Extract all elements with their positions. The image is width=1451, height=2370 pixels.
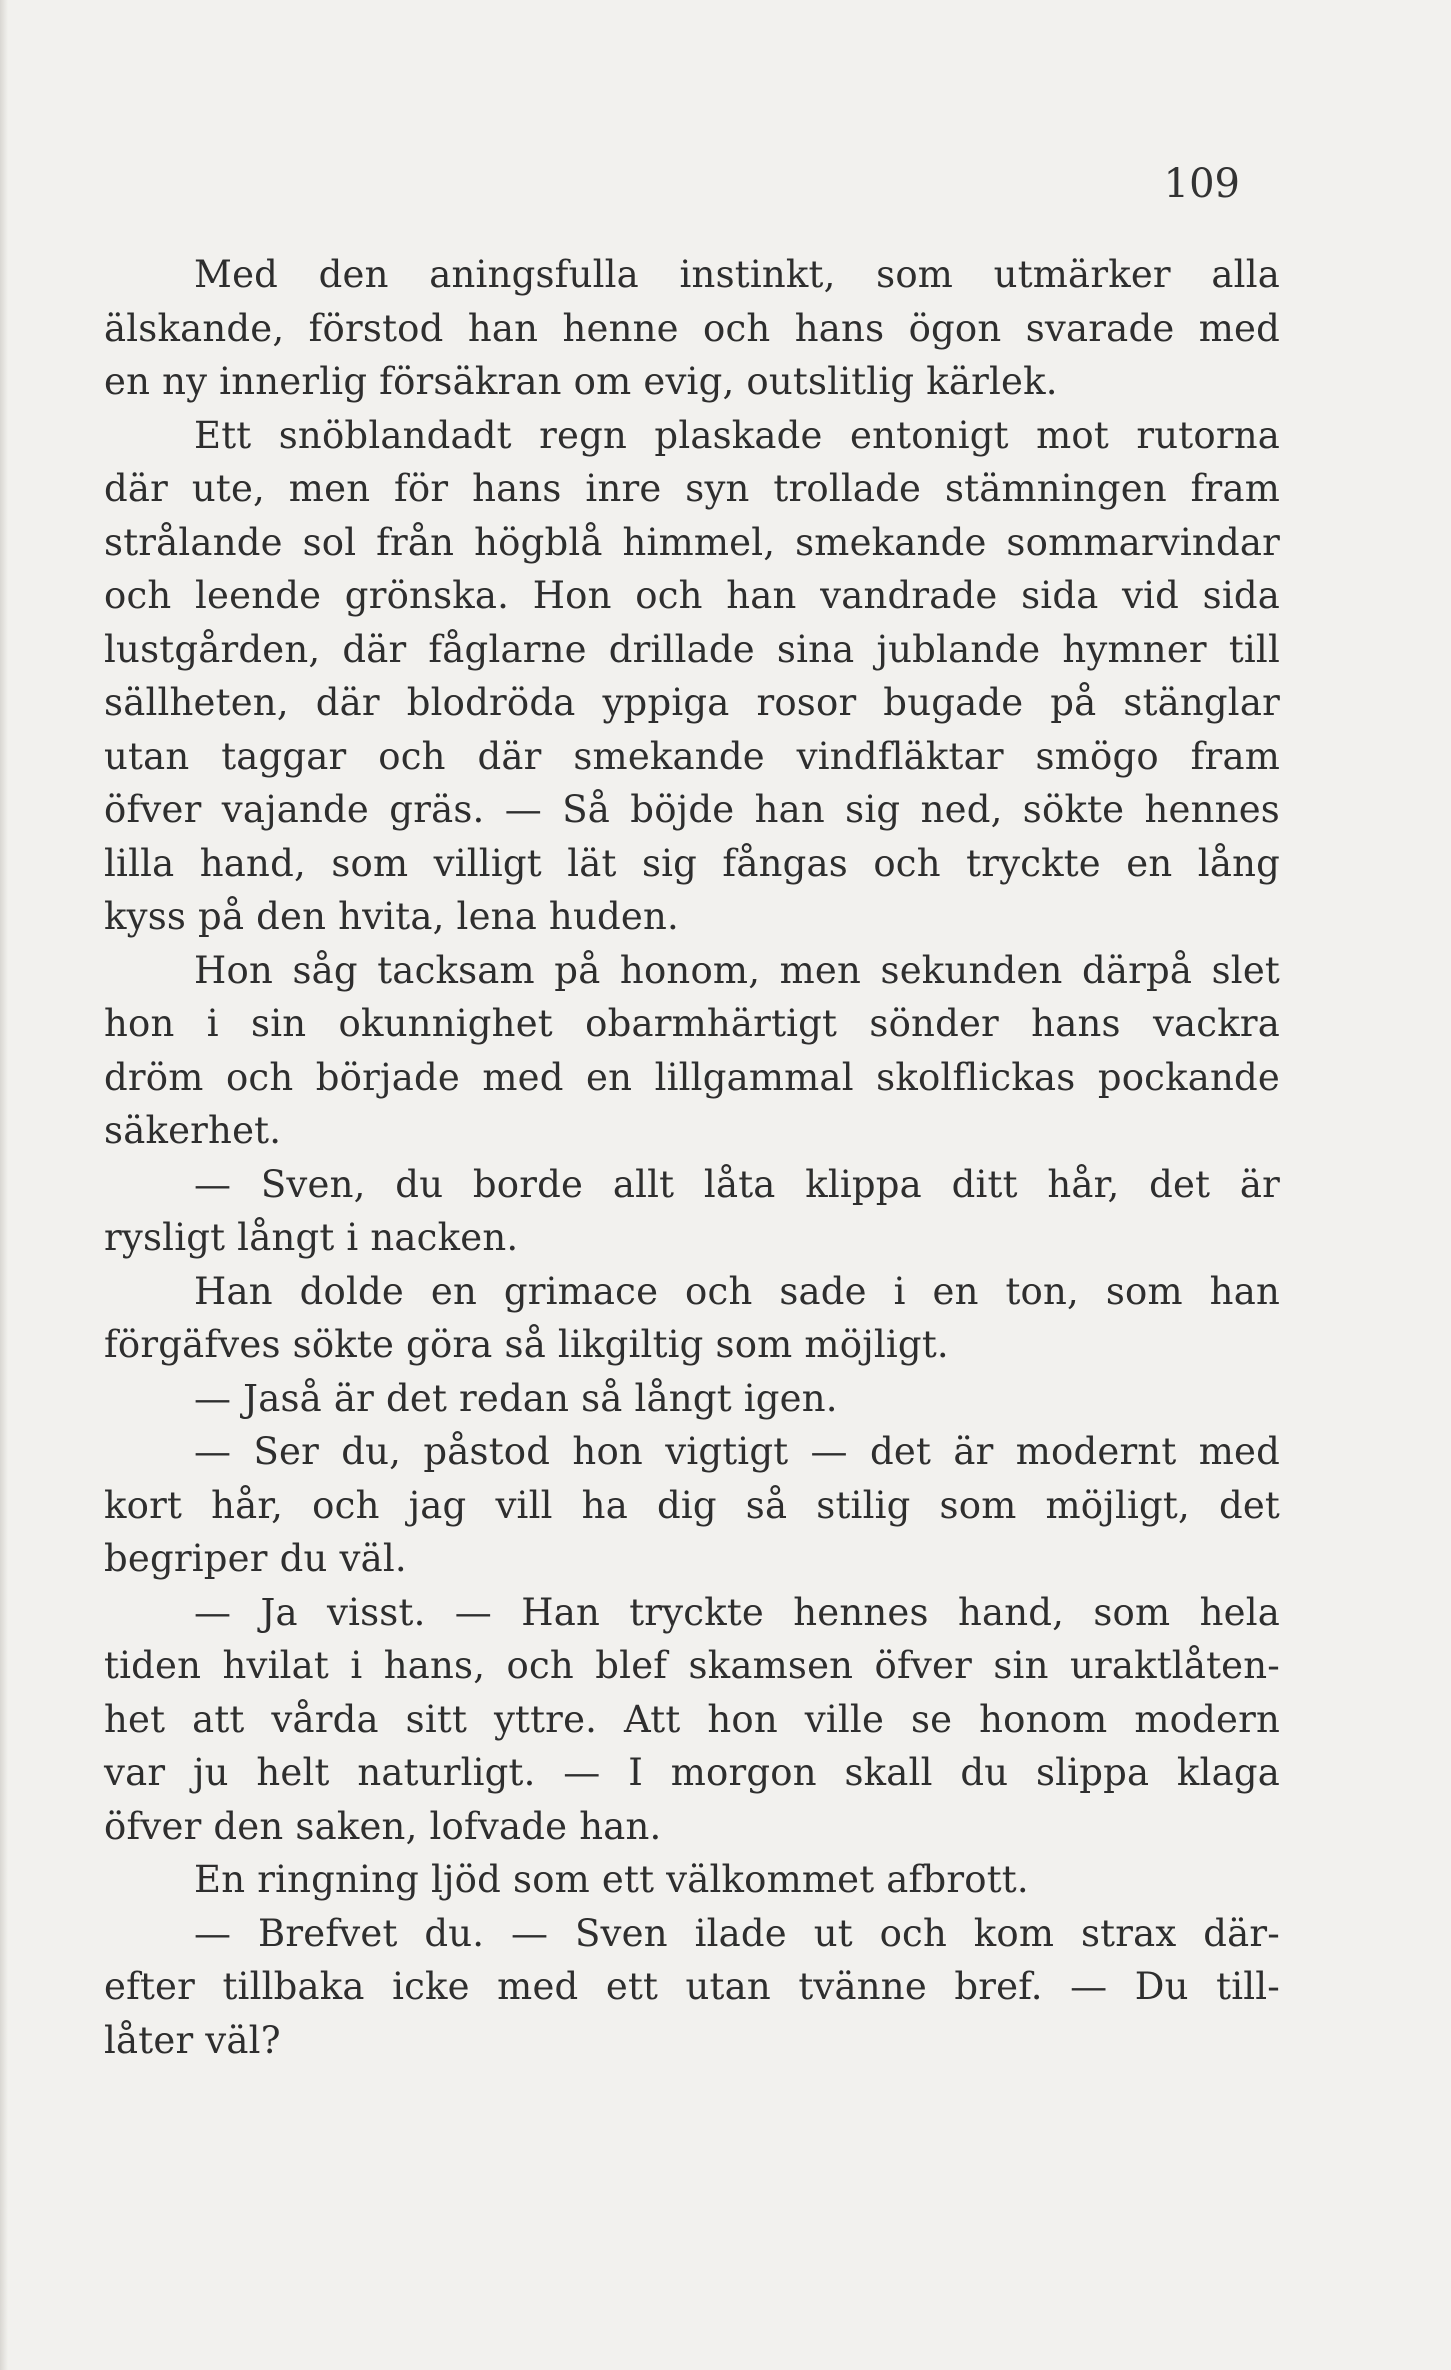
text-line: utan taggar och där smekande vindfläktar smögo fram: [104, 734, 1280, 778]
text-line: efter tillbaka icke med ett utan tvänne bref. — Du till-: [104, 1965, 1280, 2008]
text-line: dröm och började med en lillgammal skolflickas pockande: [104, 1055, 1280, 1099]
text-line: — Sven, du borde allt låta klippa ditt hår, det är: [194, 1162, 1280, 1206]
text-line: sällheten, där blodröda yppiga rosor bugade på stänglar: [104, 681, 1280, 724]
text-line: en ny innerlig försäkran om evig, outslitlig kärlek.: [104, 360, 1058, 403]
text-line: — Brefvet du. — Sven ilade ut och kom strax där-: [194, 1911, 1280, 1955]
text-line: och leende grönska. Hon och han vandrade sida vid sida: [104, 574, 1280, 617]
page-number: 109: [1163, 161, 1240, 207]
text-line: älskande, förstod han henne och hans ögon svarade med: [104, 306, 1280, 350]
text-line: het att vårda sitt yttre. Att hon ville se honom modern: [104, 1697, 1280, 1741]
text-line: — Jaså är det redan så långt igen.: [194, 1376, 838, 1420]
text-line: där ute, men för hans inre syn trollade stämningen fram: [104, 467, 1280, 510]
text-line: Ett snöblandadt regn plaskade entonigt mot rutorna: [194, 413, 1280, 457]
text-line: hon i sin okunnighet obarmhärtigt sönder hans vackra: [104, 1002, 1280, 1045]
text-line: — Ser du, påstod hon vigtigt — det är modernt med: [194, 1430, 1280, 1473]
text-line: Han dolde en grimace och sade i en ton, som han: [194, 1269, 1280, 1313]
text-line: lilla hand, som villigt lät sig fångas och tryckte en lång: [104, 841, 1280, 885]
text-line: var ju helt naturligt. — I morgon skall du slippa klaga: [104, 1751, 1280, 1794]
text-line: kyss på den hvita, lena huden.: [104, 895, 679, 938]
text-line: tiden hvilat i hans, och blef skamsen öfver sin uraktlåten-: [104, 1644, 1280, 1687]
text-line: säkerhet.: [104, 1109, 282, 1152]
text-line: förgäfves sökte göra så likgiltig som möjligt.: [104, 1323, 949, 1366]
text-line: strålande sol från högblå himmel, smekande sommarvindar: [104, 520, 1280, 564]
text-line: låter väl?: [104, 2018, 281, 2062]
page-edge: [0, 0, 8, 2370]
text-line: kort hår, och jag vill ha dig så stilig som möjligt, det: [104, 1483, 1280, 1527]
body-text: [104, 248, 1280, 2067]
text-line: öfver vajande gräs. — Så böjde han sig ned, sökte hennes: [104, 788, 1280, 831]
text-line: lustgården, där fåglarne drillade sina jublande hymner till: [104, 627, 1280, 671]
text-line: — Ja visst. — Han tryckte hennes hand, som hela: [194, 1590, 1280, 1634]
text-line: Med den aningsfulla instinkt, som utmärker alla: [194, 253, 1280, 296]
text-line: öfver den saken, lofvade han.: [104, 1804, 662, 1848]
text-line: Hon såg tacksam på honom, men sekunden därpå slet: [194, 948, 1280, 992]
text-line: begriper du väl.: [104, 1537, 407, 1580]
text-line: En ringning ljöd som ett välkommet afbrott.: [194, 1858, 1029, 1901]
text-line: rysligt långt i nacken.: [104, 1216, 519, 1259]
